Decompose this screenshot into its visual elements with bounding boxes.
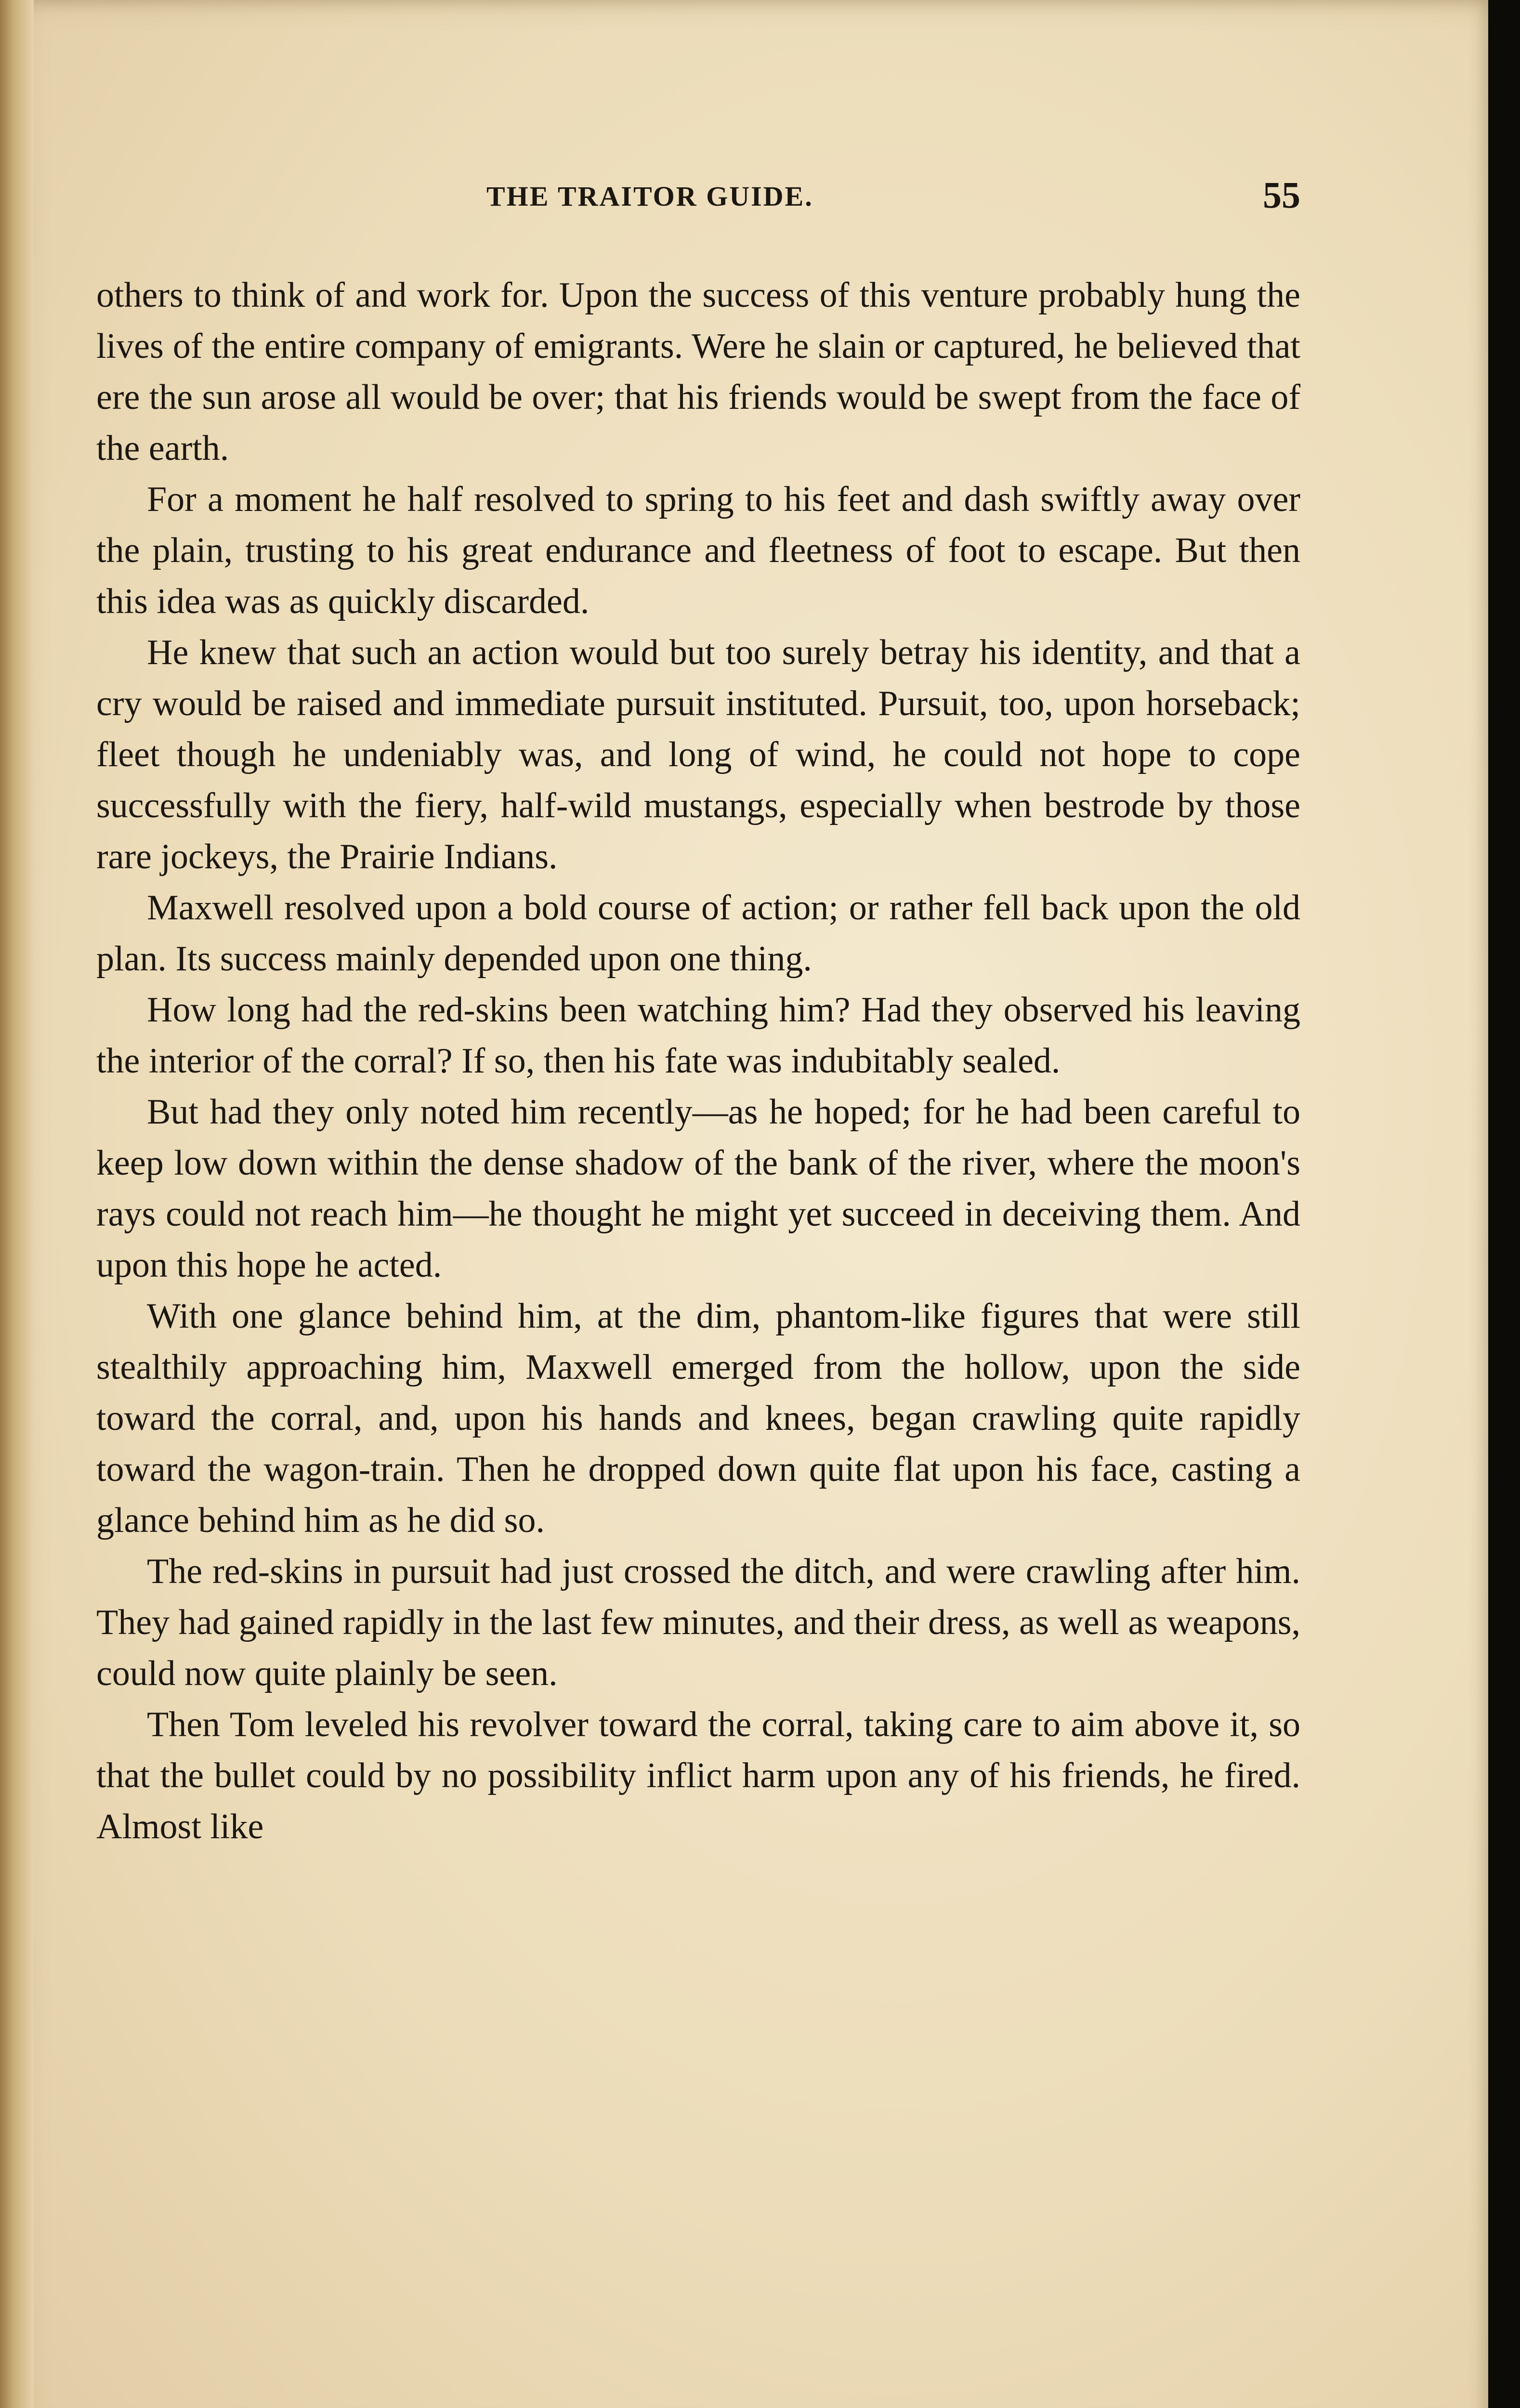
paragraph: How long had the red-skins been watching him? Had they observed his leaving the interior of the corral? If so, then his fate was indubitably sealed.	[96, 990, 1300, 1081]
paragraph: Maxwell resolved upon a bold course of action; or rather fell back upon the old plan. Its success mainly depended upon one thing.	[96, 888, 1300, 979]
paragraph: With one glance behind him, at the dim, phantom-like figures that were still stealthily approaching him, Maxwell emerged from the hollow, upon the side toward the corral, and, upon his hands and knees, began crawling quite rapidly toward the wagon-train. Then he dropped down quite flat upon his face, casting a glance behind him as he did so.	[96, 1296, 1300, 1540]
paragraph: others to think of and work for. Upon the success of this venture probably hung the lives of the entire company of emigrants. Were he slain or captured, he believed that ere the sun arose all would be over; that his friends would be swept from the face of the earth.	[96, 275, 1300, 468]
paragraph: Then Tom leveled his revolver toward the corral, taking care to aim above it, so that the bullet could by no possibility inflict harm upon any of his friends, he fired. Almost like	[96, 1705, 1300, 1846]
paragraph: But had they only noted him recently—as he hoped; for he had been careful to keep low down within the dense shadow of the bank of the river, where the moon's rays could not reach him—he thought he might yet succeed in deceiving them. And upon this hope he acted.	[96, 1092, 1300, 1285]
body-text	[96, 270, 1300, 1852]
paragraph: For a moment he half resolved to spring to his feet and dash swiftly away over the plain, trusting to his great endurance and fleetness of foot to escape. But then this idea was as quickly discarded.	[96, 480, 1300, 621]
running-title: THE TRAITOR GUIDE.	[486, 181, 813, 212]
page-number: 55	[1263, 174, 1300, 216]
paragraph: The red-skins in pursuit had just crossed the ditch, and were crawling after him. They had gained rapidly in the last few minutes, and their dress, as well as weapons, could now quite plainly be seen.	[96, 1552, 1300, 1693]
page-header	[96, 173, 1300, 222]
page-spine-edge	[0, 0, 34, 2408]
paragraph: He knew that such an action would but too surely betray his identity, and that a cry would be raised and immediate pursuit instituted. Pursuit, too, upon horseback; fleet though he undeniably was, and long of wind, he could not hope to cope successfully with the fiery, half-wild mustangs, especially when bestrode by those rare jockeys, the Prairie Indians.	[96, 633, 1300, 877]
